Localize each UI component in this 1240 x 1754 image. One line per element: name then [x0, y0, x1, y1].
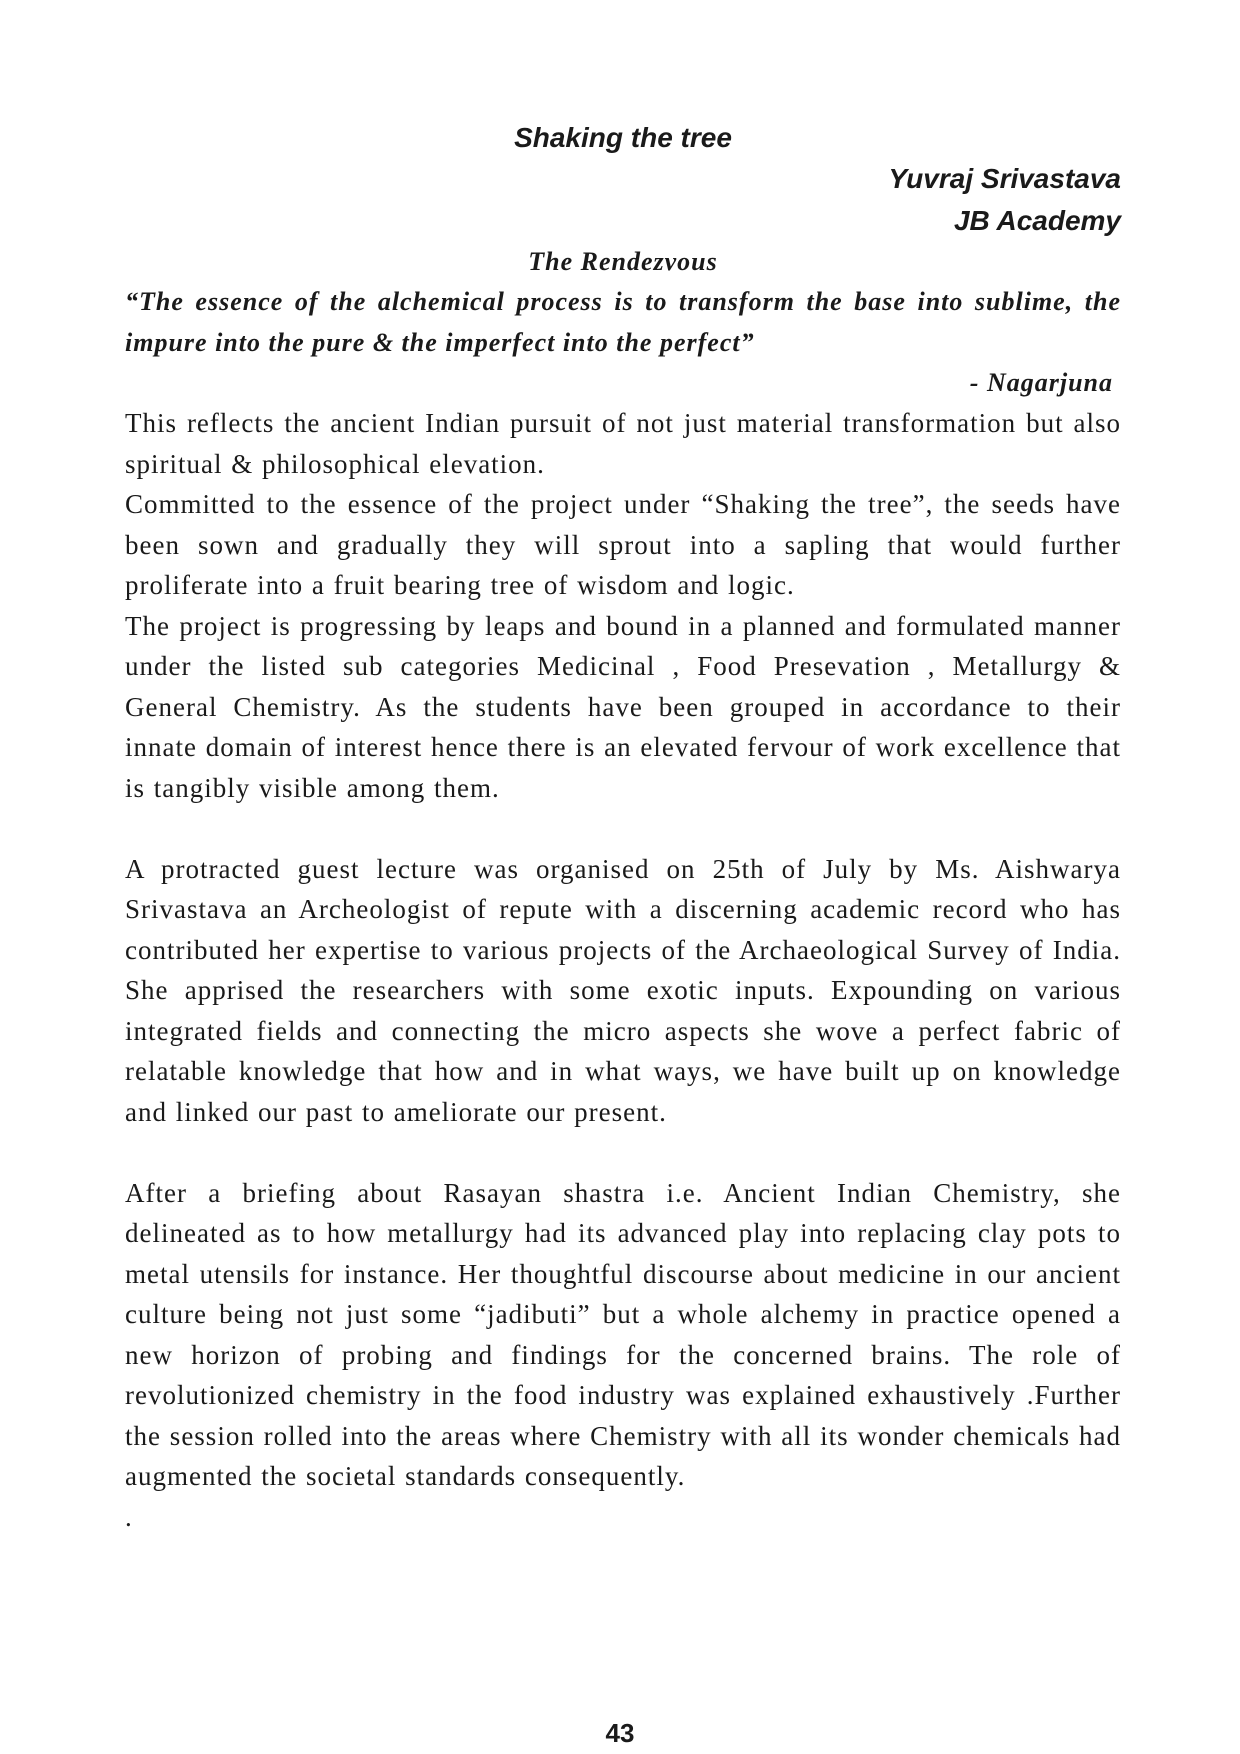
- paragraph: A protracted guest lecture was organised on 25th of July by Ms. Aishwarya Srivastava an Archeologist of repute with a discerning academic record who has contributed her expertise to various projects of the Archaeological Survey of India. She apprised the researchers with some exotic inputs. Expounding on various integrated fields and connecting the micro aspects she wove a perfect fabric of relatable knowledge that how and in what ways, we have built up on knowledge and linked our past to ameliorate our present.: [125, 853, 1121, 1127]
- page-number: 43: [605, 1718, 635, 1748]
- epigraph-attribution: - Nagarjuna: [969, 368, 1113, 397]
- article-title: Shaking the tree: [514, 122, 732, 153]
- paragraph-spacer: [125, 808, 1121, 849]
- paragraph: This reflects the ancient Indian pursuit of not just material transformation but also spiritual & philosophical elevation.: [125, 408, 1121, 479]
- paragraph: Committed to the essence of the project under “Shaking the tree”, the seeds have been sown and gradually they will sprout into a sapling that would further proliferate into a fruit bearing tree of wisdom and logic.: [125, 489, 1121, 600]
- article: [125, 118, 1121, 1537]
- paragraph-spacer: [125, 1132, 1121, 1173]
- author-school: JB Academy: [953, 205, 1121, 236]
- section-heading: The Rendezvous: [528, 247, 718, 276]
- epigraph-quote: “The essence of the alchemical process is to transform the base into sublime, the impure into the pure & the imperfect into the perfect”: [125, 287, 1121, 357]
- author-name: Yuvraj Srivastava: [888, 163, 1121, 194]
- paragraph: The project is progressing by leaps and bound in a planned and formulated manner under the listed sub categories Medicinal , Food Presevation , Metallurgy & General Chemistry. As the students have been grouped in accordance to their innate domain of interest hence there is an elevated fervour of work excellence that is tangibly visible among them.: [125, 610, 1121, 803]
- trailing-mark: .: [125, 1501, 132, 1532]
- paragraph: After a briefing about Rasayan shastra i.e. Ancient Indian Chemistry, she delineated as to how metallurgy had its advanced play into replacing clay pots to metal utensils for instance. Her thoughtful discourse about medicine in our ancient culture being not just some “jadibuti” but a whole alchemy in practice opened a new horizon of probing and findings for the concerned brains. The role of revolutionized chemistry in the food industry was explained exhaustively .Further the session rolled into the areas where Chemistry with all its wonder chemicals had augmented the societal standards consequently.: [125, 1177, 1121, 1491]
